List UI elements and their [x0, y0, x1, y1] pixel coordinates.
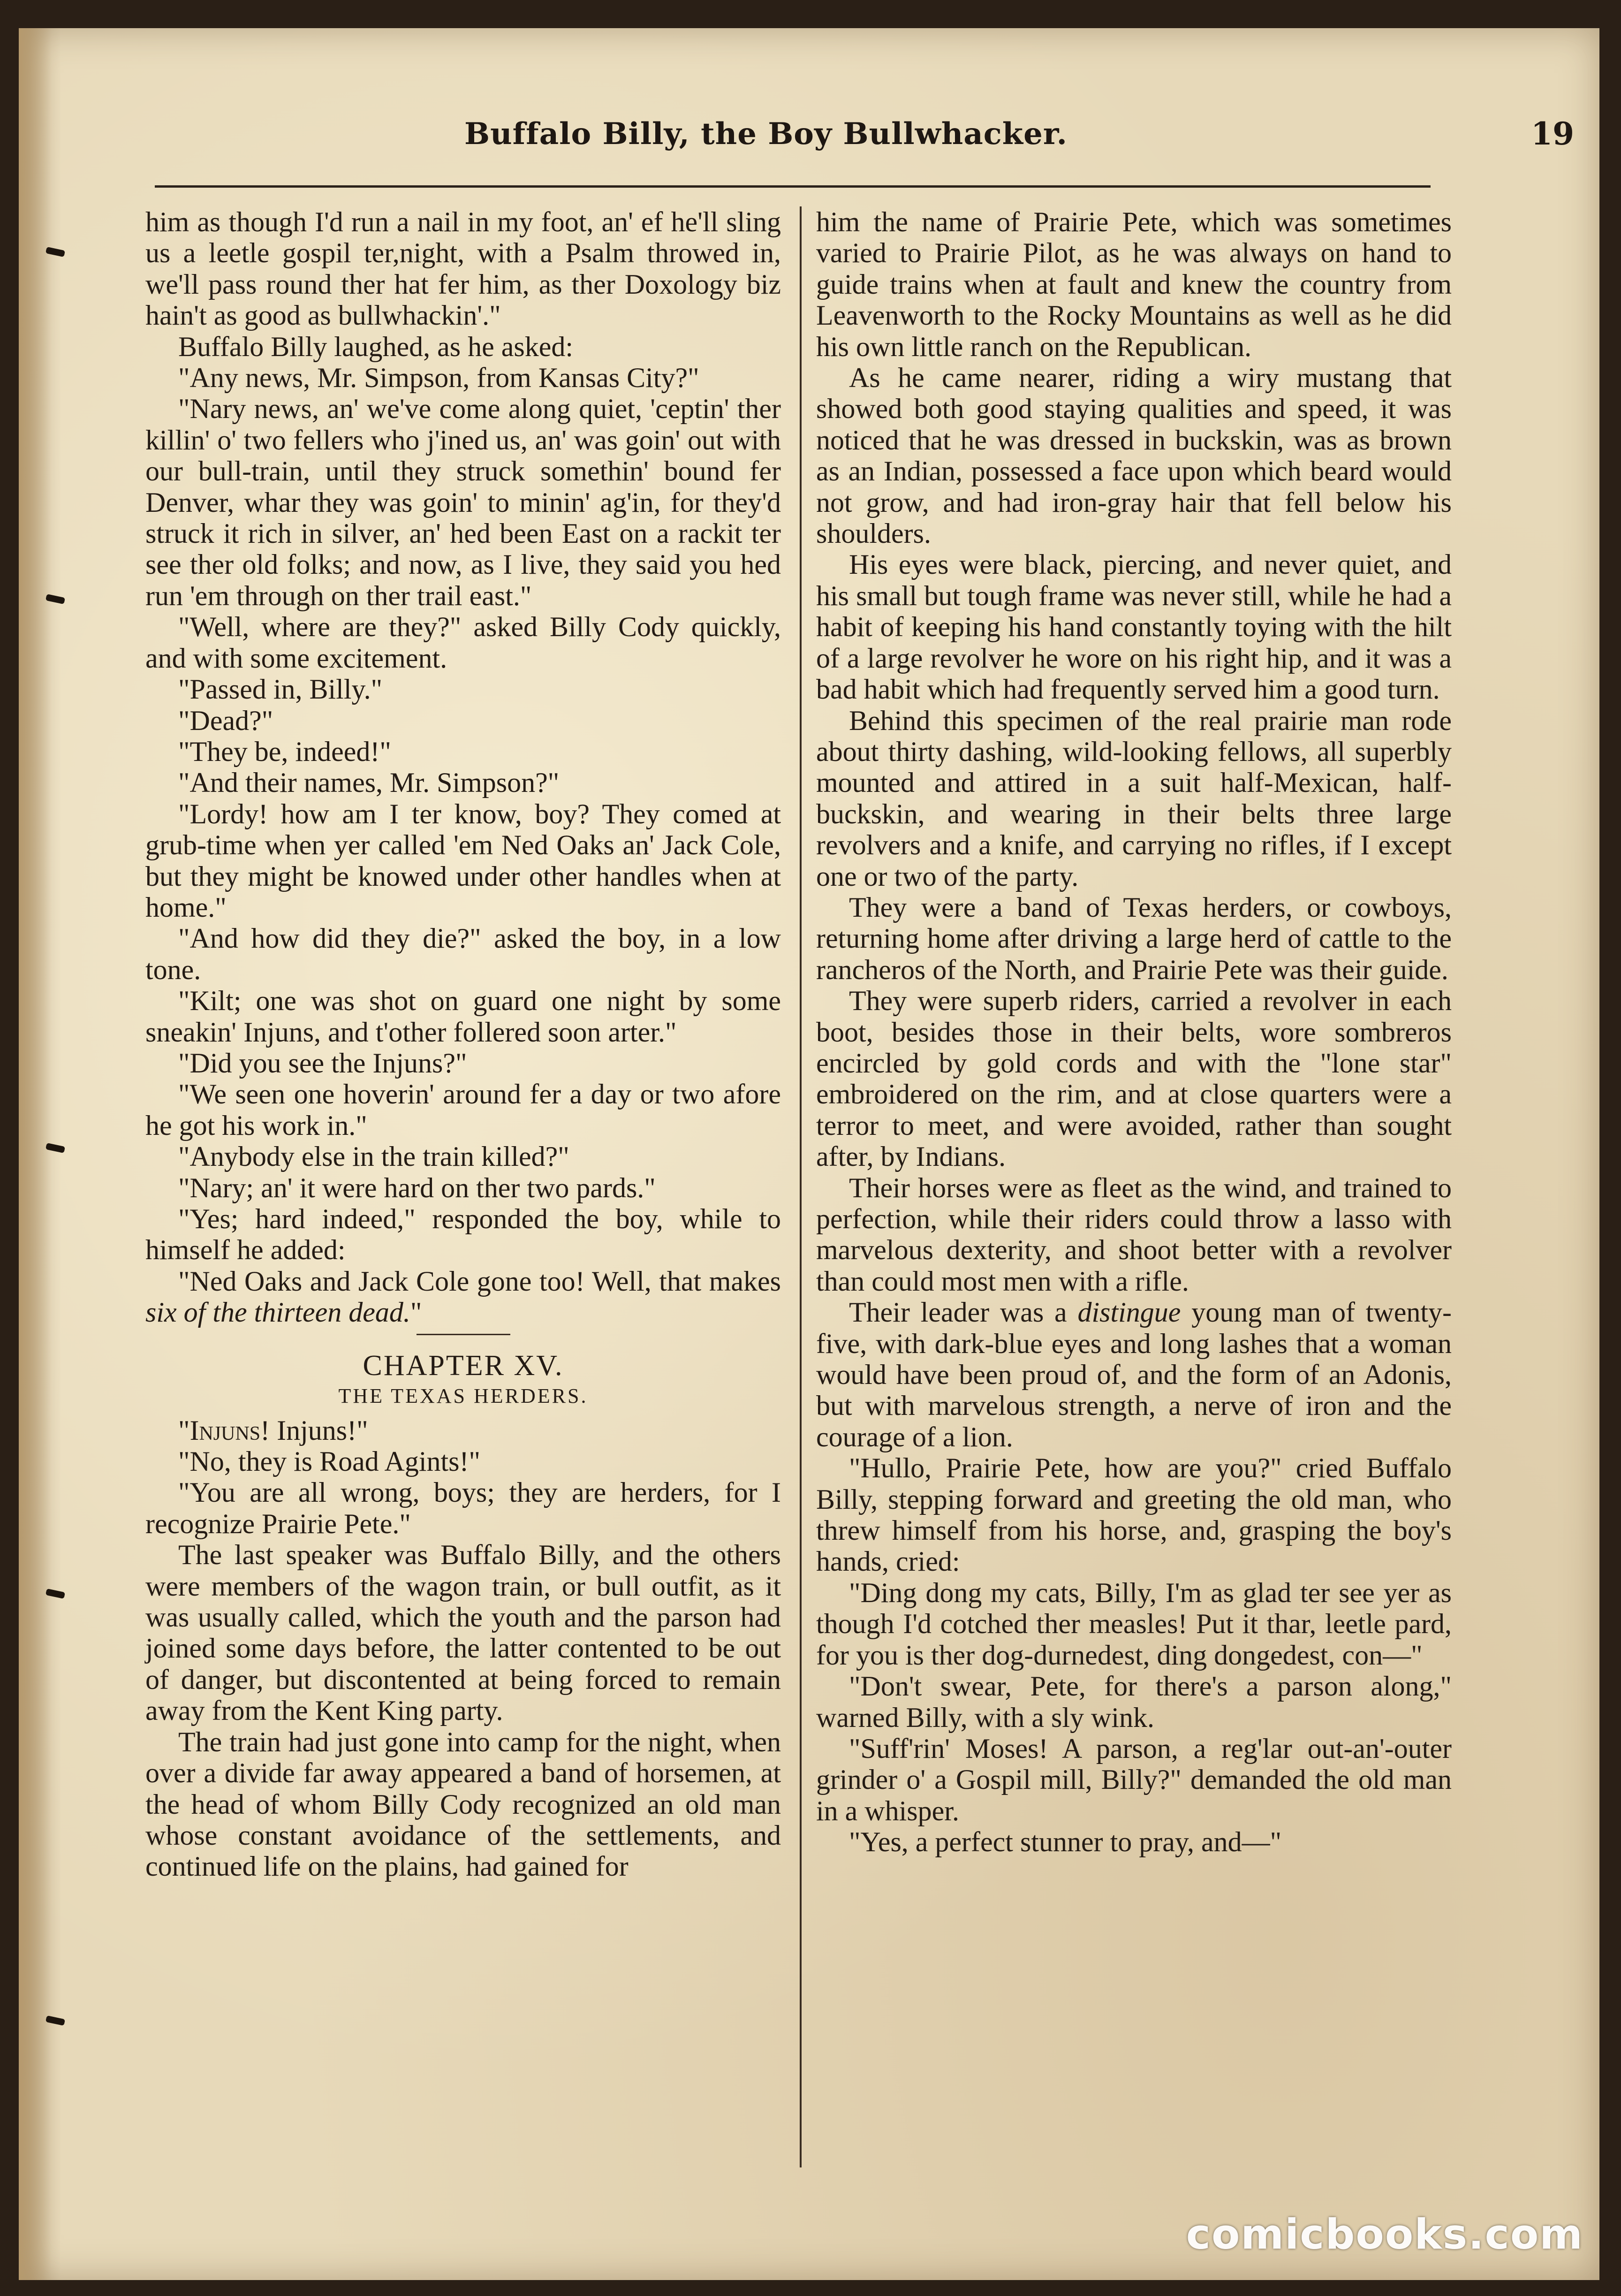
left-column	[145, 206, 781, 1882]
paragraph: "No, they is Road Agints!"	[178, 1446, 480, 1477]
running-header	[155, 101, 1574, 167]
paragraph: him the name of Prairie Pete, which was sometimes varied to Prairie Pilot, as he was always on hand to guide trains when at fault and knew the country from Leavenworth to the Rocky Mountains as well as he did his own little ranch on the Republican.	[816, 206, 1452, 362]
paragraph: Behind this specimen of the real prairie man rode about thirty dashing, wild-looking fellows, all superbly mounted and attired in a suit half-Mexican, half-buckskin, and wearing in their belts three large revolvers and a knife, and carrying no rifles, if I except one or two of the party.	[816, 705, 1452, 892]
paragraph: They were superb riders, carried a revolver in each boot, besides those in their belts, wore sombreros encircled by gold cords and with the "lone star" embroidered on the rim, and at close quarters were a terror to meet, and were avoided, rather than sought after, by Indians.	[816, 985, 1452, 1172]
paragraph: "We seen one hoverin' around fer a day or two afore he got his work in."	[145, 1079, 781, 1141]
column-divider	[800, 206, 802, 2167]
paragraph: "Nary news, an' we've come along quiet, 'ceptin' ther killin' o' two fellers who j'ined us, an' was goin' out with our bull-train, until they struck somethin' bound fer Denver, whar they was goin' to minin' ag'in, for they'd struck it rich in silver, an' hed been East on a rackit ter see ther old folks; and now, as I live, they said you hed run 'em through on ther trail east."	[145, 393, 781, 611]
text-run: Their leader was a	[849, 1297, 1078, 1328]
paragraph: "Did you see the Injuns?"	[178, 1047, 467, 1079]
text-run: young man of twenty-five, with dark-blue eyes and long lashes that a woman would have been proud of, and the form of an Adonis, but with marvelous strength, a nerve of iron and the courage of a lion.	[816, 1297, 1452, 1452]
paragraph	[145, 1415, 781, 1446]
chapter-rule	[417, 1334, 510, 1335]
italic-text: six of the thirteen dead.	[145, 1297, 410, 1328]
text-run: "Injuns	[178, 1414, 261, 1446]
paragraph: him as though I'd run a nail in my foot, an' ef he'll sling us a leetle gospil ter,night, with a Psalm throwed in, we'll pass round ther hat fer him, as ther Doxology biz hain't as good as bullwhackin'."	[145, 206, 781, 331]
paragraph	[816, 1297, 1452, 1452]
paragraph: "You are all wrong, boys; they are herders, for I recognize Prairie Pete."	[145, 1477, 781, 1539]
chapter-title: CHAPTER XV.	[363, 1349, 564, 1382]
paragraph: They were a band of Texas herders, or cowboys, returning home after driving a large herd of cattle to the rancheros of the North, and Prairie Pete was their guide.	[816, 891, 1452, 985]
paragraph: Their horses were as fleet as the wind, and trained to perfection, while their riders could throw a lasso with marvelous dexterity, and shoot better with a revolver than could most men with a rifle.	[816, 1172, 1452, 1297]
paragraph: "Any news, Mr. Simpson, from Kansas City?"	[178, 362, 699, 394]
paragraph: "And their names, Mr. Simpson?"	[178, 767, 560, 798]
text-run: ! Injuns!"	[260, 1414, 368, 1446]
paragraph: "Don't swear, Pete, for there's a parson along," warned Billy, with a sly wink.	[816, 1671, 1452, 1733]
page-number: 19	[1531, 115, 1574, 152]
paragraph: The last speaker was Buffalo Billy, and the others were members of the wagon train, or bull outfit, as it was usually called, which the youth and the parson had joined some days before, the latter contented to be out of danger, but discontented at being forced to remain away from the Kent King party.	[145, 1539, 781, 1726]
paragraph: As he came nearer, riding a wiry mustang that showed both good staying qualities and speed, it was noticed that he was dressed in buckskin, was as brown as an Indian, possessed a face upon which beard would not grow, and had iron-gray hair that fell below his shoulders.	[816, 362, 1452, 549]
header-title: Buffalo Billy, the Boy Bullwhacker.	[464, 116, 1068, 152]
text-run: "Ned Oaks and Jack Cole gone too! Well, that makes	[178, 1265, 781, 1297]
watermark: comicbooks.com	[1186, 2210, 1583, 2258]
paragraph: "Lordy! how am I ter know, boy? They comed at grub-time when yer called 'em Ned Oaks an' Jack Cole, but they might be knowed under other handles when at home."	[145, 798, 781, 923]
paragraph: The train had just gone into camp for the night, when over a divide far away appeared a band of horsemen, at the head of whom Billy Cody recognized an old man whose constant avoidance of the settlements, and continued life on the plains, had gained for	[145, 1726, 781, 1882]
paragraph: "Yes, a perfect stunner to pray, and—"	[849, 1826, 1282, 1858]
right-column	[816, 206, 1452, 1858]
paragraph: "Kilt; one was shot on guard one night by some sneakin' Injuns, and t'other follered soon arter."	[145, 985, 781, 1048]
paragraph: "Dead?"	[178, 705, 273, 736]
paragraph: "Nary; an' it were hard on ther two pards."	[178, 1172, 656, 1203]
paragraph: "Hullo, Prairie Pete, how are you?" cried Buffalo Billy, stepping forward and greeting the old man, who threw himself from his horse, and, grasping the boy's hands, cried:	[816, 1452, 1452, 1577]
paragraph: "And how did they die?" asked the boy, in a low tone.	[145, 923, 781, 985]
paragraph: Buffalo Billy laughed, as he asked:	[178, 331, 574, 362]
paragraph: "Anybody else in the train killed?"	[178, 1141, 569, 1172]
chapter-subtitle: THE TEXAS HERDERS.	[338, 1384, 588, 1407]
paragraph: His eyes were black, piercing, and never quiet, and his small but tough frame was never still, while he had a habit of keeping his hand constantly toying with the hilt of a large revolver he wore on his right hip, and it was a bad habit which had frequently served him a good turn.	[816, 549, 1452, 705]
paragraph: "Yes; hard indeed," responded the boy, while to himself he added:	[145, 1203, 781, 1266]
italic-text: distingue	[1077, 1297, 1181, 1328]
paragraph: "Well, where are they?" asked Billy Cody quickly, and with some excitement.	[145, 611, 781, 674]
page-gutter	[19, 28, 52, 2280]
paragraph: "They be, indeed!"	[178, 736, 391, 767]
paragraph: "Passed in, Billy."	[178, 674, 383, 705]
text-run: "	[410, 1297, 422, 1328]
chapter-heading	[145, 1334, 781, 1410]
paragraph: "Ding dong my cats, Billy, I'm as glad ter see yer as though I'd cotched ther measles! Put it thar, leetle pard, for you is ther dog-durnedest, ding dongedest, con—"	[816, 1577, 1452, 1671]
paragraph: "Suff'rin' Moses! A parson, a reg'lar out-an'-outer grinder o' a Gospil mill, Billy?" demanded the old man in a whisper.	[816, 1733, 1452, 1826]
paragraph	[145, 1266, 781, 1328]
header-rule	[155, 185, 1431, 188]
